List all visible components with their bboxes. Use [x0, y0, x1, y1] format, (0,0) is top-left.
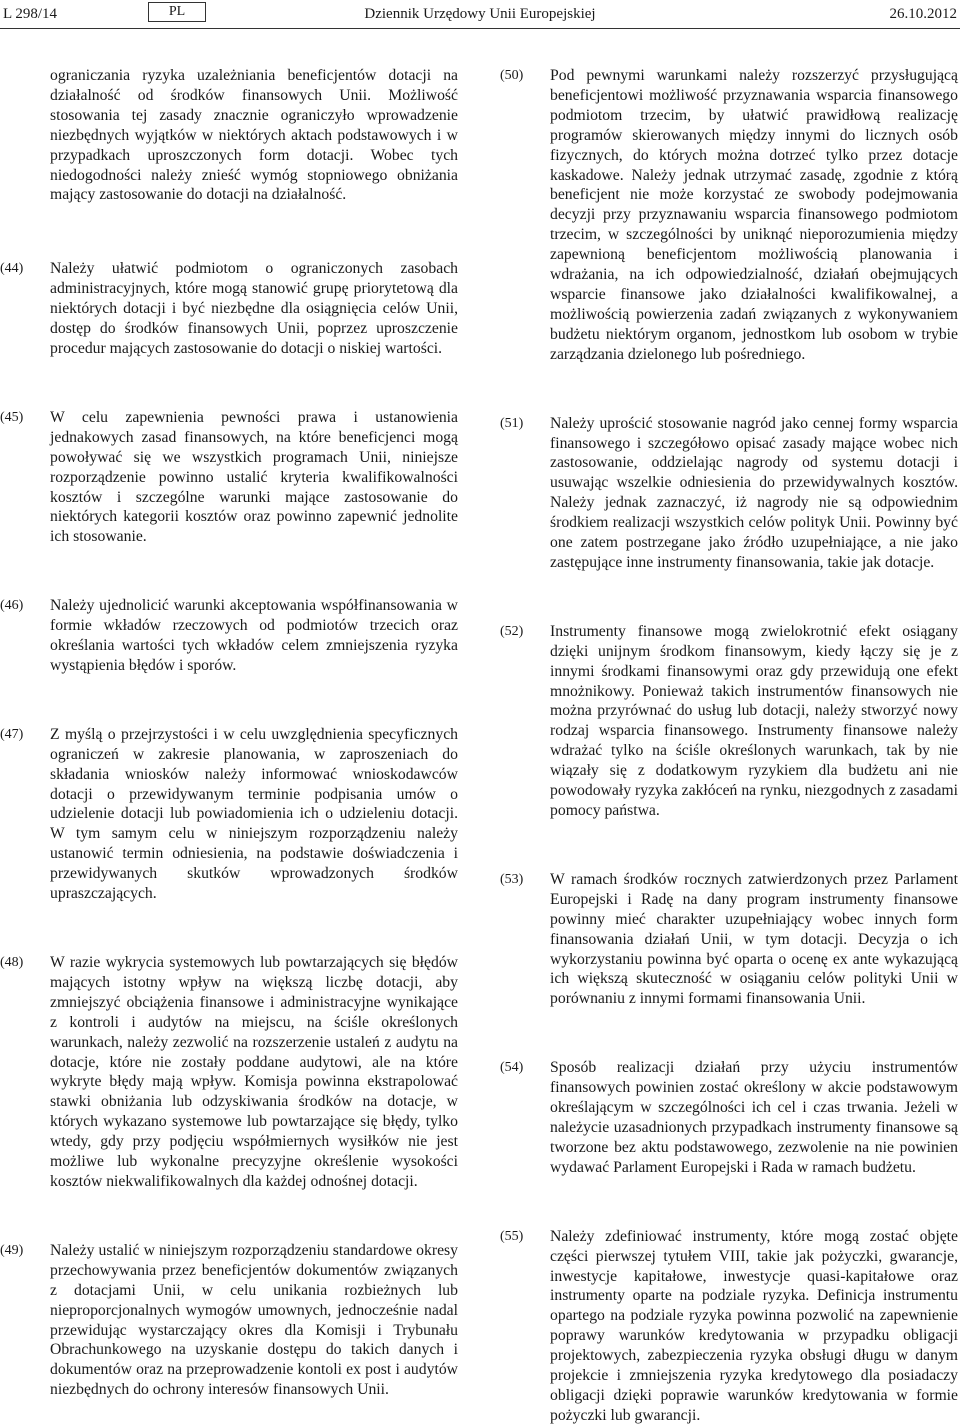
paragraph-text: Należy ułatwić podmiotom o ograniczonych zasobach administracyjnych, które mogą stanowić grupę priorytetową dla niektórych dotacji i być niezbędne dla osiągnięcia celów Unii, dostęp do środków finansowych Unii, poprzez uproszczenie procedur mających zastosowanie do dotacji o niskiej wartości. — [50, 260, 458, 357]
recital-number: (45) — [0, 409, 24, 425]
recital-number: (49) — [0, 1242, 24, 1258]
recital-number: (52) — [500, 623, 524, 639]
recital-52 — [500, 622, 958, 821]
recital-49 — [0, 1241, 458, 1400]
paragraph-text: Z myślą o przejrzystości i w celu uwzględnienia specyficznych ograniczeń w zakresie planowania, w zaproszeniach do składania wniosków należy informować wnioskodawców dotacji o przewidywanym terminie podpisania umów o udzielenie dotacji lub powiadomienia ich o udzieleniu dotacji. W tym samym celu w niniejszym rozporządzeniu należy ustanowić termin odniesienia, na podstawie doświadczenia i przewidywanych skutków wprowadzonych środków upraszczających. — [50, 725, 458, 903]
recital-54 — [500, 1058, 958, 1177]
recital-50 — [500, 66, 958, 365]
publication-date: 26.10.2012 — [889, 6, 957, 22]
paragraph-text: Instrumenty finansowe mogą zwielokrotnić efekt osiągany dzięki unijnym środkom finansowym, kiedy łączy się je z innymi środkami finansowymi oraz gdy przewidują one efekt mnożnikowy. Ponieważ takich instrumentów finansowych nie można przyrównać do usług lub dotacji, należy stworzyć nowy rodzaj wsparcia finansowego. Instrumenty finansowe należy wdrażać tylko na ściśle określonych warunkach, tak by nie wiązały się z dodatkowym ryzykiem dla budżetu ani nie powodowały ryzyka zakłóceń na rynku, niezgodnych z zasadami pomocy państwa. — [550, 622, 958, 819]
recital-number: (55) — [500, 1228, 524, 1244]
recital-48 — [0, 953, 458, 1192]
paragraph-text: W celu zapewnienia pewności prawa i ustanowienia jednakowych zasad finansowych, na które beneficjenci mogą powoływać się we wszystkich programach Unii, niniejsze rozporządzenie powinno ustalić kryteria kwalifikowalności kosztów i szczególne warunki mające zastosowanie do niektórych kategorii kosztów oraz powinno zapewnić jednolite ich stosowanie. — [50, 408, 458, 546]
recital-number: (47) — [0, 726, 24, 742]
paragraph-text: Należy ujednolicić warunki akceptowania współfinansowania w formie wkładów rzeczowych od podmiotów trzecich oraz określania wartości tych wkładów celem zmniejszenia ryzyka wystąpienia błędów i sporów. — [50, 597, 458, 674]
recital-46 — [0, 596, 458, 676]
paragraph-text: Należy zdefiniować instrumenty, które mogą zostać objęte części pierwszej tytułem VIII, takie jak pożyczki, gwarancje, inwestycje kapitałowe, inwestycje quasi-kapitałowe oraz instrumenty oparte na podziale ryzyka. Definicja instrumentu opartego na podziale ryzyka powinna pozwolić na zapewnienie poprawy warunków kredytowania w przypadku obligacji projektowych, zabezpieczenia ryzyka obsługi długu w danym projekcie i zmniejszenia ryzyka kredytowego dla posiadaczy obligacji dzięki poprawie warunków kredytowania w formie pożyczki lub gwarancji. — [550, 1227, 958, 1424]
left-column — [0, 66, 458, 1400]
recital-number: (50) — [500, 68, 524, 83]
recital-number: (48) — [0, 955, 24, 970]
journal-title: Dziennik Urzędowy Unii Europejskiej — [364, 6, 596, 22]
paragraph-text: W ramach środków rocznych zatwierdzonych przez Parlament Europejski i Radę na dany program instrumenty finansowe powinny mieć charakter uzupełniający wobec innych form finansowania działań Unii, w tym dotacji. Decyzja o ich wykorzystaniu powinna być oparta o ocenę ex ante wykazującą ich większą skuteczność w osiąganiu celów polityki Unii w porównaniu z innymi formami finansowania Unii. — [550, 870, 958, 1008]
paragraph-text: Sposób realizacji działań przy użyciu instrumentów finansowych powinien zostać określony w akcie podstawowym określającym w szczególności ich cel i czas trwania. Jeżeli w należycie uzasadnionych przypadkach instrumenty finansowe są tworzone bez aktu podstawowego, zezwolenie na nie powinien wydawać Parlament Europejski i Rada w ramach budżetu. — [550, 1059, 958, 1176]
paragraph-text: W razie wykrycia systemowych lub powtarzających się błędów mających istotny wpływ na większą liczbę dotacji, aby zmniejszyć obciążenia finansowe i administracyjne wynikające z kontroli i audytów na miejscu, na ściśle określonych warunkach, należy zezwolić na rozszerzenie ustaleń z audytu na dotacje, które nie zostały poddane audytowi, ale na które wykryte błędy mają wpływ. Komisja powinna ekstrapolować stawki obniżania lub odzyskiwania środków na dotacje, w których wykazano systemowe lub powtarzające się błędy, tylko wtedy, gdy przy podjęciu współmiernych wysiłków nie jest możliwe lub wykonalne precyzyjne określenie wysokości kosztów niekwalifikowalnych dla każdej odnośnej dotacji. — [50, 954, 458, 1190]
recital-number: (44) — [0, 261, 24, 277]
paragraph-text: Należy uprościć stosowanie nagród jako cennej formy wsparcia finansowego i szczegółowo opisać zasady mające wobec nich zastosowanie, oddzielając nagrody od systemu dotacji i usuwając wszelkie odniesienia do przewidywalnych kosztów. Należy jednak zaznaczyć, iż nagrody nie są odpowiednim środkiem realizacji wszystkich celów polityk Unii. Powinny być one zatem postrzegane jako źródło uzupełniające, a nie jako zastępujące inne instrumenty finansowania, takie jak dotacje. — [550, 414, 958, 571]
language-box: PL — [148, 2, 206, 22]
recital-number: (53) — [500, 871, 524, 887]
paragraph-text: ograniczania ryzyka uzależniania beneficjentów dotacji na działalność od środków finansowych Unii. Możliwość stosowania tej zasady znacznie ograniczyło wprowadzenie niezbędnych wyjątków w niektórych aktach podstawowych i w przypadkach uproszczonych form dotacji. Wobec tych niedogodności należy znieść wymóg stopniowego obniżania mający zastosowanie do dotacji na działalność. — [50, 67, 458, 204]
recital-45 — [0, 408, 458, 547]
recital-47 — [0, 725, 458, 904]
recital-number: (51) — [500, 415, 524, 431]
paragraph-text: Pod pewnymi warunkami należy rozszerzyć przysługującą beneficjentowi możliwość przyznawania wsparcia finansowego podmiotom trzecim, by ułatwić prawidłową realizację programów skierowanych między innymi do licznych osób fizycznych, do których można dotrzeć tylko przez dotacje kaskadowe. Należy jednak utrzymać zasadę, zgodnie z którą beneficjent nie może korzystać ze swobody podejmowania decyzji przy przyznawaniu wsparcia finansowego podmiotom trzecim, w szczególności by uniknąć nieporozumienia między zapewnioną beneficjentom możliwością planowania i wdrażania, na ich odpowiedzialność, działań obejmujących wsparcie finansowe jako działalności kwalifikowalnej, a możliwością powierzenia zadań związanych z wykonywaniem budżetu niektórym organom, jednostkom lub osobom w trybie zarządzania dzielonego lub pośredniego. — [550, 67, 958, 363]
recital-number: (46) — [0, 598, 24, 614]
recital-44 — [0, 259, 458, 359]
recital-51 — [500, 414, 958, 573]
page-header — [0, 0, 960, 29]
page-reference: L 298/14 — [3, 6, 58, 22]
recital-53 — [500, 870, 958, 1009]
recital-number: (54) — [500, 1060, 524, 1076]
paragraph-text: Należy ustalić w niniejszym rozporządzeniu standardowe okresy przechowywania przez beneficjentów dokumentów związanych z dotacjami Unii, w celu unikania rozbieżnych lub nieproporcjonalnych wymogów umownych, jednocześnie nadal przewidując wystarczający okres dla Komisji i Trybunału Obrachunkowego na uzyskanie dostępu do takich danych i dokumentów oraz na przeprowadzenie kontoli ex post i audytów niezbędnych do ochrony interesów finansowych Unii. — [50, 1241, 458, 1399]
right-column — [500, 66, 958, 1426]
recital-55 — [500, 1227, 958, 1426]
intro-paragraph — [50, 66, 458, 205]
